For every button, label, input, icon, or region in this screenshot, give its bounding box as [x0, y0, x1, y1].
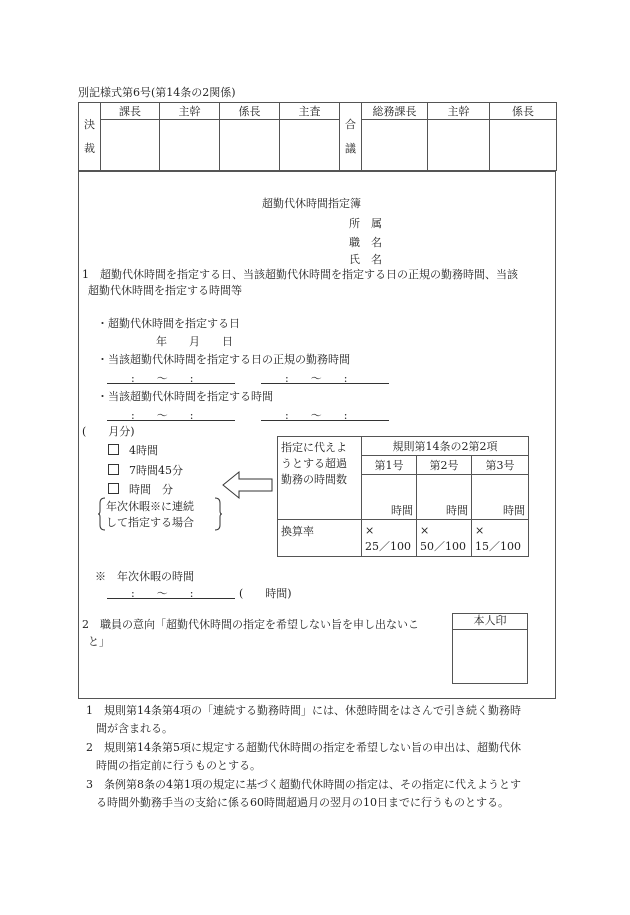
checkbox-icon[interactable]	[108, 444, 119, 455]
annual-leave-hours[interactable]: ( 時間)	[239, 587, 292, 600]
header-kakaricho: 係長	[220, 103, 280, 120]
hours-cell-3[interactable]: 時間	[472, 475, 529, 520]
header-kakaricho-2: 係長	[490, 103, 557, 120]
position-label: 職 名	[349, 236, 382, 249]
footnote-1-cont: 間が含まれる。	[96, 722, 173, 735]
underline	[107, 420, 235, 421]
annual-leave-time[interactable]: : ～ :	[131, 587, 194, 600]
header-shukan-2: 主幹	[428, 103, 490, 120]
seal-label: 本人印	[452, 613, 528, 630]
footnote-1: 1 規則第14条第4項の「連続する勤務時間」には、休憩時間をはさんで引き続く勤務時	[86, 704, 521, 717]
checkbox-icon[interactable]	[108, 483, 119, 494]
annual-leave-note: 年次休暇※に連続	[106, 500, 194, 513]
section2-heading-cont: と」	[88, 635, 110, 648]
bullet-designated-time: ・当該超勤代休時間を指定する時間	[97, 390, 273, 403]
arrow-left-icon	[222, 470, 274, 500]
conversion-rule-table	[277, 436, 529, 557]
overtime-hours-label: 指定に代えよ うとする超過 勤務の時間数	[278, 437, 362, 520]
col-item-1: 第1号	[362, 456, 417, 475]
designated-time-from[interactable]: : ～ :	[131, 409, 194, 422]
option-4h[interactable]: 4時間	[108, 442, 158, 458]
header-somukacho: 総務課長	[362, 103, 428, 120]
col-item-2: 第2号	[417, 456, 472, 475]
affiliation-label: 所 属	[349, 217, 382, 230]
stamp-box[interactable]	[160, 120, 220, 171]
header-shukan: 主幹	[160, 103, 220, 120]
stamp-box[interactable]	[490, 120, 557, 171]
footnote-2: 2 規則第14条第5項に規定する超勤代休時間の指定を希望しない旨の申出は、超勤代休	[86, 741, 521, 754]
form-label: 別記様式第6号(第14条の2関係)	[78, 86, 236, 99]
stamp-box[interactable]	[101, 120, 160, 171]
bullet-designated-day: ・超勤代休時間を指定する日	[97, 317, 240, 330]
gogi-label: 合 議	[340, 103, 362, 171]
rate-cell-3: × 15／100	[472, 520, 529, 557]
footnote-3: 3 条例第8条の4第1項の規定に基づく超勤代休時間の指定は、その指定に代えようとす	[86, 778, 521, 791]
section1-heading-cont: 超勤代休時間を指定する時間等	[88, 284, 242, 297]
rule-header: 規則第14条の2第2項	[362, 437, 529, 456]
header-shusa: 主査	[280, 103, 340, 120]
rate-cell-1: × 25／100	[362, 520, 417, 557]
hours-cell-2[interactable]: 時間	[417, 475, 472, 520]
stamp-box[interactable]	[428, 120, 490, 171]
hours-cell-1[interactable]: 時間	[362, 475, 417, 520]
header-kacho: 課長	[101, 103, 160, 120]
rate-label: 換算率	[278, 520, 362, 557]
stamp-box[interactable]	[280, 120, 340, 171]
document-title: 超勤代休時間指定簿	[262, 197, 361, 210]
section1-heading: 1 超勤代休時間を指定する日、当該超勤代休時間を指定する日の正規の勤務時間、当該	[82, 268, 518, 281]
col-item-3: 第3号	[472, 456, 529, 475]
bullet-regular-hours: ・当該超勤代休時間を指定する日の正規の勤務時間	[97, 353, 350, 366]
checkbox-icon[interactable]	[108, 464, 119, 475]
annual-leave-note-cont: して指定する場合	[106, 516, 194, 529]
approval-stamp-table	[78, 102, 557, 171]
rate-cell-2: × 50／100	[417, 520, 472, 557]
underline	[261, 420, 389, 421]
underline	[107, 598, 235, 599]
option-custom[interactable]: 時間 分	[108, 481, 173, 497]
regular-hours-to[interactable]: : ～ :	[285, 372, 348, 385]
name-label: 氏 名	[349, 253, 382, 266]
footnote-2-cont: 時間の指定前に行うものとする。	[96, 759, 261, 772]
designated-time-to[interactable]: : ～ :	[285, 409, 348, 422]
underline	[107, 383, 235, 384]
underline	[261, 383, 389, 384]
regular-hours-from[interactable]: : ～ :	[131, 372, 194, 385]
date-field[interactable]: 年 月 日	[156, 335, 233, 348]
option-7h45m[interactable]: 7時間45分	[108, 462, 183, 478]
month-label: ( 月分)	[82, 425, 135, 438]
annual-leave-time-label: ※ 年次休暇の時間	[95, 570, 194, 583]
kessai-label: 決 裁	[79, 103, 101, 171]
section2-heading: 2 職員の意向「超勤代休時間の指定を希望しない旨を申し出ないこ	[82, 618, 419, 631]
stamp-box[interactable]	[362, 120, 428, 171]
stamp-box[interactable]	[220, 120, 280, 171]
footnote-3-cont: る時間外勤務手当の支給に係る60時間超過月の翌月の10日までに行うものとする。	[96, 796, 509, 809]
